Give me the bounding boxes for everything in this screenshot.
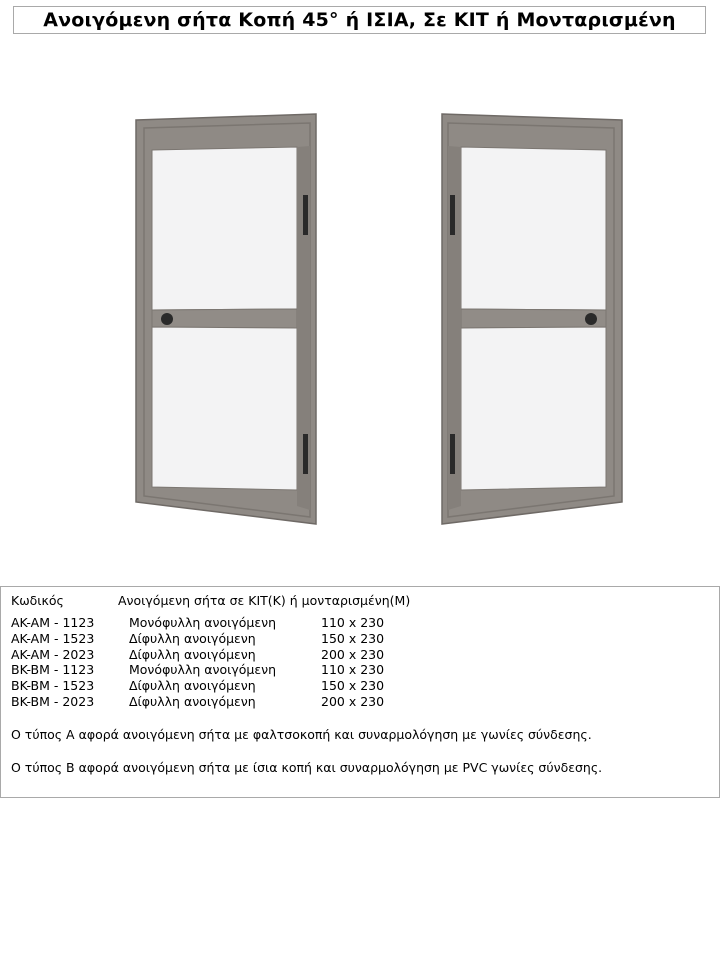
spec-table-header xyxy=(11,593,711,611)
table-row xyxy=(11,678,711,694)
screen-doors-image xyxy=(60,70,700,570)
page-title: Ανοιγόμενη σήτα Κοπή 45° ή ΙΣΙΑ, Σε KIT ή Μονταρισμένη xyxy=(13,6,706,34)
hinge-icon xyxy=(303,434,308,474)
table-row xyxy=(11,647,711,663)
row-size: 150 x 230 xyxy=(321,630,385,646)
row-description: Μονόφυλλη ανοιγόμενη xyxy=(129,615,276,630)
table-row xyxy=(11,615,711,631)
row-description: Δίφυλλη ανοιγόμενη xyxy=(129,678,256,694)
row-code: AK-AM - 1123 xyxy=(11,615,95,630)
note-type-b: Ο τύπος Β αφορά ανοιγόμενη σήτα με ίσια κοπή και συναρμολόγηση με PVC γωνίες σύνδεσης. xyxy=(11,760,603,775)
note-type-a: Ο τύπος Α αφορά ανοιγόμενη σήτα με φαλτσοκοπή και συναρμολόγηση με γωνίες σύνδεσης. xyxy=(11,727,592,742)
row-size: 150 x 230 xyxy=(321,678,385,694)
door-handle-icon xyxy=(585,313,597,325)
table-row xyxy=(11,662,711,678)
row-size: 200 x 230 xyxy=(321,646,385,662)
hinge-icon xyxy=(303,195,308,235)
door-handle-icon xyxy=(161,313,173,325)
row-size: 110 x 230 xyxy=(321,662,385,678)
table-row xyxy=(11,694,711,710)
row-description: Δίφυλλη ανοιγόμενη xyxy=(129,630,256,646)
row-size: 200 x 230 xyxy=(321,693,385,709)
row-code: AK-AM - 2023 xyxy=(11,646,95,662)
row-code: BK-BM - 1123 xyxy=(11,662,95,678)
hinge-icon xyxy=(450,434,455,474)
row-code: AK-AM - 1523 xyxy=(11,630,95,646)
row-description: Μονόφυλλη ανοιγόμενη xyxy=(129,662,276,678)
row-size: 110 x 230 xyxy=(321,615,385,630)
spec-table-rows xyxy=(11,615,711,710)
table-row xyxy=(11,631,711,647)
hinge-icon xyxy=(450,195,455,235)
header-description: Ανοιγόμενη σήτα σε KIT(K) ή μονταρισμένη(M) xyxy=(118,593,411,608)
left-screen-door xyxy=(136,114,316,524)
row-code: BK-BM - 2023 xyxy=(11,693,95,709)
row-description: Δίφυλλη ανοιγόμενη xyxy=(129,693,256,709)
header-code: Κωδικός xyxy=(11,593,64,608)
product-spec-box xyxy=(0,586,720,798)
row-description: Δίφυλλη ανοιγόμενη xyxy=(129,646,256,662)
right-screen-door xyxy=(442,114,622,524)
row-code: BK-BM - 1523 xyxy=(11,678,95,694)
screen-doors-illustration xyxy=(60,70,700,570)
